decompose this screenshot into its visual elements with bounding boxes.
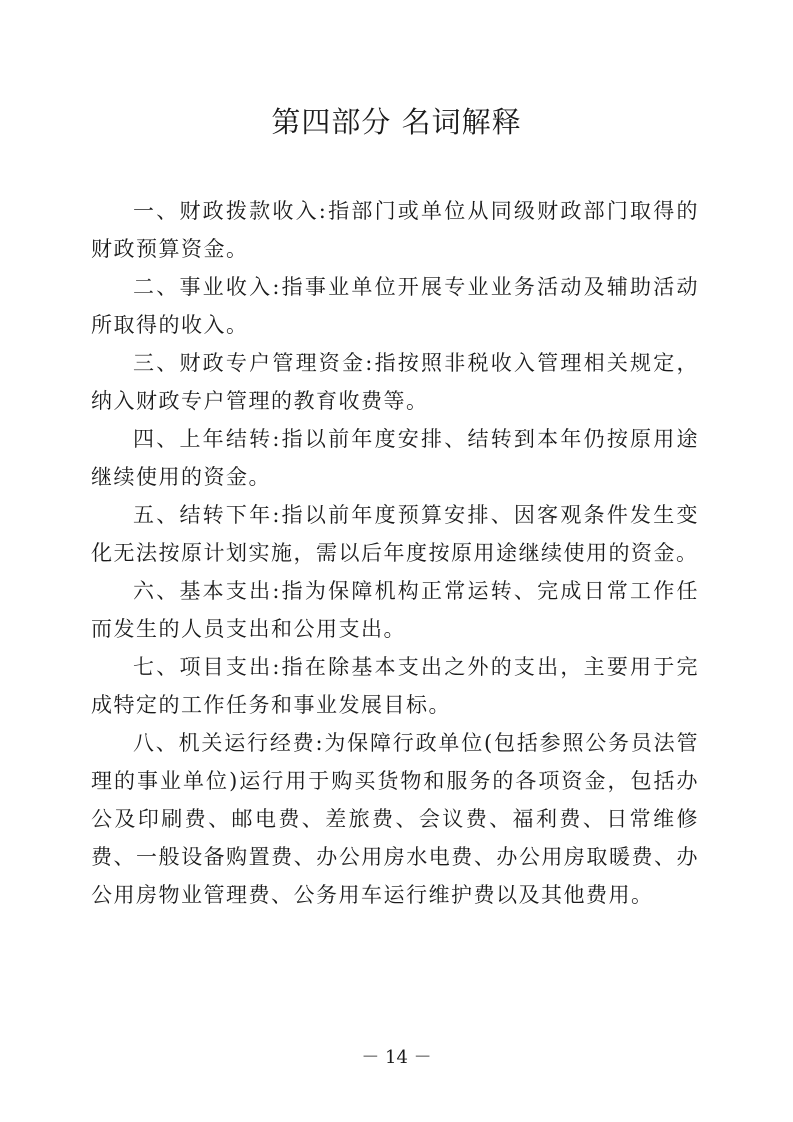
definition-text: 指按照非税收入管理相关规定，纳入财政专户管理的教育收费等。 [91,351,700,413]
definition-text: 指在除基本支出之外的支出，主要用于完成特定的工作任务和事业发展目标。 [91,655,700,717]
definition-paragraph [91,724,699,914]
page-title: 第四部分 名词解释 [271,105,522,139]
definition-term: 六、基本支出: [133,579,281,603]
definition-term: 一、财政拨款收入: [133,199,328,223]
page-number: － 14 － [361,1047,432,1068]
definition-term: 四、上年结转: [133,427,281,451]
definition-text: 指为保障机构正常运转、完成日常工作任而发生的人员支出和公用支出。 [91,579,700,641]
definition-paragraph [91,192,699,268]
definition-term: 三、财政专户管理资金: [133,351,374,375]
definition-term: 五、结转下年: [133,503,281,527]
definition-paragraph [91,496,699,572]
definition-paragraph [91,420,699,496]
definition-paragraph [91,572,699,648]
definition-text: 指部门或单位从同级财政部门取得的财政预算资金。 [91,199,700,261]
definition-paragraph [91,344,699,420]
definition-term: 二、事业收入: [133,275,281,299]
definition-text: 为保障行政单位(包括参照公务员法管理的事业单位)运行用于购买货物和服务的各项资金，包括办公及印刷费、邮电费、差旅费、会议费、福利费、日常维修费、一般设备购置费、办公用房水电费、办公用房取暖费、办公用房物业管理费、公务用车运行维护费以及其他费用。 [91,731,699,907]
definition-text: 指以前年度预算安排、因客观条件发生变化无法按原计划实施，需以后年度按原用途继续使用的资金。 [91,503,700,565]
definition-text: 指事业单位开展专业业务活动及辅助活动所取得的收入。 [91,275,700,337]
definition-term: 七、项目支出: [133,655,281,679]
definitions-list [91,192,699,914]
definition-paragraph [91,268,699,344]
definition-paragraph [91,648,699,724]
definition-term: 八、机关运行经费: [133,731,325,755]
definition-text: 指以前年度安排、结转到本年仍按原用途继续使用的资金。 [91,427,700,489]
